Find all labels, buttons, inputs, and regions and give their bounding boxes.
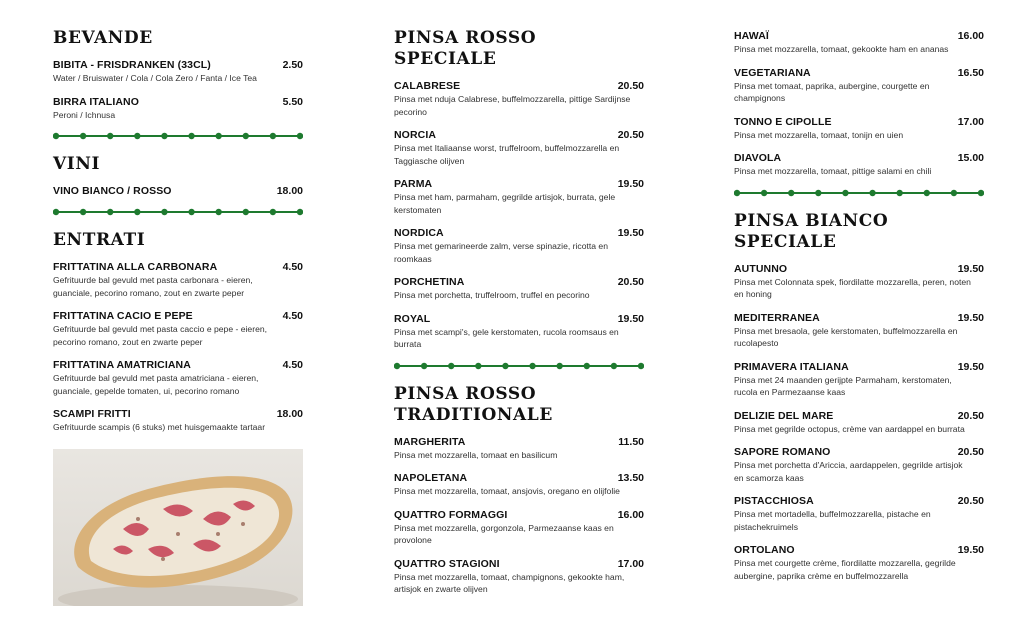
divider-dot [297,133,303,139]
menu-item-price: 19.50 [957,544,984,556]
menu-item-tonno-e-cipolle [734,116,984,142]
menu-item-description: Pinsa met Italiaanse worst, truffelroom, buffelmozzarella en Taggiasche olijven [394,143,620,166]
menu-item-description: Pinsa met Colonnata spek, fiordilatte mozzarella, peren, noten en honing [734,276,971,299]
divider-dot [161,133,167,139]
menu-item-description: Pinsa met mozzarella, gorgonzola, Parmezaanse kaas en provolone [394,522,614,545]
menu-item-price: 13.50 [617,472,644,484]
divider-dot [529,362,535,368]
menu-item-price: 20.50 [957,495,984,507]
menu-item-description: Pinsa met porchetta, truffelroom, truffel en pecorino [394,290,590,300]
menu-item-name: SAPORE ROMANO [734,446,831,458]
menu-item-price: 16.00 [957,30,984,42]
menu-item-mediterranea [734,312,984,350]
divider-dot [761,189,767,195]
section-title-pinsa-rosso-speciale: PINSA ROSSO SPECIALE [394,28,537,69]
menu-item-birra-italiano [53,96,303,122]
menu-item-description: Gefrituurde bal gevuld met pasta amatriciana - eieren, guanciale, gepelde tomaten, ui, pecorino romano [53,373,259,396]
divider-dot [53,209,59,215]
divider-dot [611,362,617,368]
menu-item-price: 17.00 [617,557,644,570]
menu-item-name: TONNO E CIPOLLE [734,115,832,128]
menu-item-primavera-italiana [734,361,984,399]
menu-item-hawai [734,30,984,56]
section-divider [734,189,984,197]
section-divider [53,208,303,216]
divider-dot [243,133,249,139]
menu-item-quattro-formaggi [394,509,644,547]
menu-item-frittatina-amatriciana [53,359,303,397]
menu-item-price: 19.50 [617,312,644,325]
menu-item-name: NORCIA [394,129,437,141]
menu-column-middle [394,28,644,607]
menu-item-name: VEGETARIANA [734,66,811,79]
divider-dot [448,362,454,368]
menu-item-royal [394,313,644,351]
menu-item-description: Pinsa met porchetta d'Ariccia, aardappelen, gegrilde artisjok en scamorza kaas [734,460,963,483]
divider-dot [107,209,113,215]
menu-item-description: Gefrituurde scampis (6 stuks) met huisgemaakte tartaar [53,422,266,432]
divider-dot [842,189,848,195]
menu-item-price: 20.50 [617,129,644,141]
menu-item-description: Pinsa met bresaola, gele kerstomaten, buffelmozzarella en rucolapesto [734,325,958,348]
menu-item-description: Water / Bruiswater / Cola / Cola Zero / Fanta / Ice Tea [53,73,257,83]
menu-item-name: FRITTATINA AMATRICIANA [53,359,191,371]
menu-item-price: 20.50 [617,276,644,288]
menu-item-price: 4.50 [282,261,303,273]
menu-item-price: 19.50 [617,178,644,190]
pinsa-photo [53,449,303,606]
menu-item-description: Pinsa met ham, parmaham, gegrilde artisjok, burrata, gele kerstomaten [394,192,616,215]
menu-item-description: Pinsa met mozzarella, tomaat, tonijn en uien [734,129,904,140]
divider-dot [270,209,276,215]
menu-item-name: NAPOLETANA [394,472,468,484]
menu-item-description: Pinsa met mozzarella, tomaat en basilicum [394,449,558,460]
divider-dot [502,362,508,368]
menu-item-description: Pinsa met scampi's, gele kerstomaten, rucola roomsaus en burrata [394,326,619,349]
menu-item-autunno [734,263,984,301]
menu-item-quattro-stagioni [394,558,644,596]
menu-item-price: 11.50 [618,435,644,448]
menu-item-frittatina-alla-carbonara [53,261,303,299]
menu-item-name: FRITTATINA ALLA CARBONARA [53,261,218,273]
menu-item-name: PORCHETINA [394,276,465,288]
divider-dot [638,362,644,368]
section-title-bevande: BEVANDE [53,28,153,48]
section-divider [53,132,303,140]
section-title-pinsa-bianco-speciale: PINSA BIANCO SPECIALE [734,210,889,252]
divider-dot [270,133,276,139]
menu-item-name: ROYAL [394,312,431,325]
menu-item-name: MEDITERRANEA [734,311,820,324]
menu-item-price: 16.00 [617,508,644,521]
menu-item-name: BIRRA ITALIANO [53,95,139,108]
menu-item-price: 19.50 [957,360,984,373]
menu-column-right [734,30,984,593]
divider-dot [53,133,59,139]
menu-item-description: Pinsa met tomaat, paprika, aubergine, courgette en champignons [734,80,930,103]
menu-item-name: QUATTRO FORMAGGI [394,508,508,521]
menu-item-description: Pinsa met gegrilde octopus, crème van aardappel en burrata [734,423,965,434]
menu-item-description: Pinsa met nduja Calabrese, buffelmozzarella, pittige Sardijnse pecorino [394,94,631,117]
menu-item-description: Gefrituurde bal gevuld met pasta caccio e pepe - eieren, pecorino romano, zout en zwarte peper [53,324,268,347]
menu-item-name: SCAMPI FRITTI [53,408,131,420]
divider-dot [161,209,167,215]
menu-item-name: VINO BIANCO / ROSSO [53,185,172,197]
menu-item-name: DIAVOLA [734,152,782,164]
menu-item-porchetina [394,276,644,302]
divider-dot [896,189,902,195]
menu-item-description: Gefrituurde bal gevuld met pasta carbonara - eieren, guanciale, pecorino romano, zout en zwarte peper [53,275,253,298]
divider-dot [134,133,140,139]
menu-item-name: BIBITA - FRISDRANKEN (33CL) [53,59,211,71]
divider-dot [788,189,794,195]
menu-item-sapore-romano [734,446,984,484]
menu-item-price: 17.00 [957,115,984,128]
menu-item-name: AUTUNNO [734,262,788,275]
divider-dot [924,189,930,195]
menu-item-price: 18.00 [276,408,303,420]
menu-item-price: 16.50 [957,66,984,79]
divider-dot [869,189,875,195]
menu-item-parma [394,178,644,216]
menu-item-delizie-del-mare [734,410,984,436]
menu-item-price: 20.50 [617,80,644,92]
menu-item-name: QUATTRO STAGIONI [394,557,500,570]
menu-item-margherita [394,436,644,462]
menu-item-name: MARGHERITA [394,435,466,448]
menu-item-description: Pinsa met gemarineerde zalm, verse spinazie, ricotta en roomkaas [394,241,608,264]
menu-item-description: Pinsa met mozzarella, tomaat, pittige salami en chili [734,166,932,176]
divider-dot [421,362,427,368]
menu-item-name: CALABRESE [394,80,461,92]
section-title-vini: VINI [53,154,101,174]
menu-item-name: PISTACCHIOSA [734,495,814,507]
menu-item-price: 19.50 [957,311,984,324]
menu-item-vino-bianco-rosso [53,185,303,197]
menu-item-price: 5.50 [282,95,303,108]
menu-item-name: HAWAÏ [734,30,769,42]
menu-item-price: 20.50 [957,446,984,458]
menu-item-description: Peroni / Ichnusa [53,109,116,120]
menu-item-bibita-frisdranken-33cl [53,59,303,85]
divider-dot [475,362,481,368]
menu-item-frittatina-cacio-e-pepe [53,310,303,348]
divider-dot [80,133,86,139]
menu-item-norcia [394,129,644,167]
menu-item-price: 4.50 [282,359,303,371]
divider-dot [394,362,400,368]
menu-item-description: Pinsa met courgette crème, fiordilatte mozzarella, gegrilde aubergine, paprika crème en buffelmozzarella [734,558,956,581]
menu-item-name: FRITTATINA CACIO E PEPE [53,310,193,322]
menu-item-description: Pinsa met mozzarella, tomaat, ansjovis, oregano en olijfolie [394,486,620,496]
menu-item-price: 19.50 [617,227,644,239]
divider-dot [951,189,957,195]
divider-dot [215,133,221,139]
divider-dot [188,209,194,215]
menu-item-price: 19.50 [957,262,984,275]
divider-dot [584,362,590,368]
menu-item-name: DELIZIE DEL MARE [734,409,834,422]
divider-dot [556,362,562,368]
menu-item-vegetariana [734,67,984,105]
divider-dot [188,133,194,139]
divider-dot [815,189,821,195]
divider-dot [734,189,740,195]
menu-item-diavola [734,152,984,178]
menu-column-left [53,28,303,445]
divider-dot [297,209,303,215]
menu-item-name: PARMA [394,178,433,190]
divider-dot [107,133,113,139]
menu-item-description: Pinsa met mortadella, buffelmozzarella, pistache en pistachekruimels [734,509,931,532]
menu-item-price: 18.00 [276,185,303,197]
menu-item-name: ORTOLANO [734,544,795,556]
divider-dot [80,209,86,215]
divider-dot [243,209,249,215]
menu-item-description: Pinsa met 24 maanden gerijpte Parmaham, kerstomaten, rucola en Parmezaanse kaas [734,374,952,397]
menu-item-ortolano [734,544,984,582]
menu-item-calabrese [394,80,644,118]
section-title-pinsa-rosso-traditionale: PINSA ROSSO TRADITIONALE [394,383,553,425]
menu-item-nordica [394,227,644,265]
menu-item-price: 15.00 [957,152,984,164]
menu-item-price: 20.50 [957,409,984,422]
menu-item-scampi-fritti [53,408,303,434]
menu-item-name: NORDICA [394,227,444,239]
section-title-entrati: ENTRATI [53,230,146,250]
menu-item-napoletana [394,472,644,498]
menu-item-price: 4.50 [282,310,303,322]
section-divider [394,362,644,370]
menu-item-description: Pinsa met mozzarella, tomaat, champignons, gekookte ham, artisjok en zwarte olijven [394,571,625,594]
menu-item-description: Pinsa met mozzarella, tomaat, gekookte ham en ananas [734,44,949,54]
menu-item-price: 2.50 [282,59,303,71]
divider-dot [978,189,984,195]
menu-item-pistacchiosa [734,495,984,533]
divider-dot [134,209,140,215]
divider-dot [215,209,221,215]
menu-item-name: PRIMAVERA ITALIANA [734,360,849,373]
